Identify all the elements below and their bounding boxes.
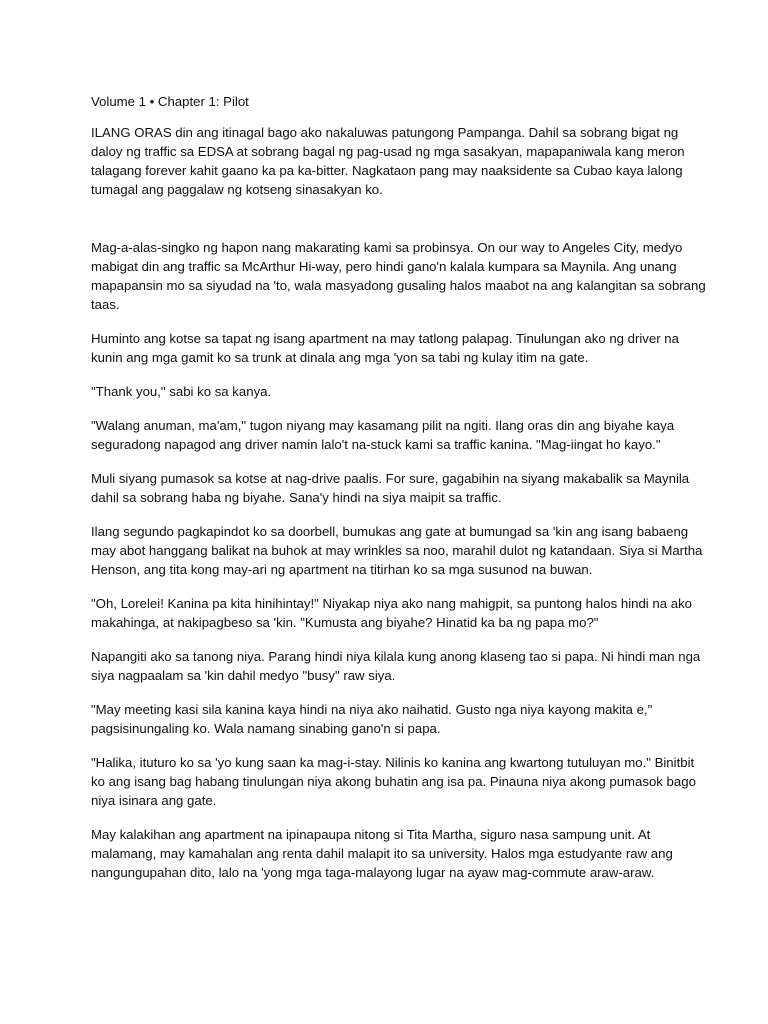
paragraph-6: Muli siyang pumasok sa kotse at nag-drive paalis. For sure, gagabihin na siyang makabalik sa Maynila dahil sa sobrang haba ng biyahe. Sana'y hindi na siya maipit sa traffic. [91, 471, 690, 505]
chapter-heading: Volume 1 • Chapter 1: Pilot [91, 94, 249, 109]
paragraph-9: Napangiti ako sa tanong niya. Parang hindi niya kilala kung anong klaseng tao si papa. Ni hindi man nga siya nagpaalam sa 'kin dahil medyo "busy" raw siya. [91, 649, 701, 683]
paragraph-1: ILANG ORAS din ang itinagal bago ako nakaluwas patungong Pampanga. Dahil sa sobrang bigat ng daloy ng traffic sa EDSA at sobrang bagal ng pag-usad ng mga sasakyan, mapapaniwala kang meron talagang forever kahit gaano ka pa ka-bitter. Nagkataon pang may naaksidente sa Cubao kaya lalong tumagal ang paggalaw ng kotseng sinasakyan ko. [91, 125, 685, 197]
paragraph-11: "Halika, ituturo ko sa 'yo kung saan ka mag-i-stay. Nilinis ko kanina ang kwartong tutuluyan mo." Binitbit ko ang isang bag habang tinulungan niya akong buhatin ang isa pa. Pinauna niya akong pumasok bago niya isinara ang gate. [91, 755, 696, 808]
paragraph-10: "May meeting kasi sila kanina kaya hindi na niya ako naihatid. Gusto nga niya kayong makita e," pagsisinungaling ko. Wala namang sinabing gano'n si papa. [91, 702, 653, 736]
paragraph-8: "Oh, Lorelei! Kanina pa kita hinihintay!" Niyakap niya ako nang mahigpit, sa puntong halos hindi na ako makahinga, at nakipagbeso sa 'kin. "Kumusta ang biyahe? Hinatid ka ba ng papa mo?" [91, 596, 692, 630]
paragraph-4: "Thank you," sabi ko sa kanya. [91, 384, 272, 399]
paragraph-5: "Walang anuman, ma'am," tugon niyang may kasamang pilit na ngiti. Ilang oras din ang biyahe kaya seguradong napagod ang driver namin lalo't na-stuck kami sa traffic kanina. "Mag-iingat ho kayo." [91, 418, 675, 452]
paragraph-2: Mag-a-alas-singko ng hapon nang makarating kami sa probinsya. On our way to Angeles City, medyo mabigat din ang traffic sa McArthur Hi-way, pero hindi gano'n kalala kumpara sa Maynila. Ang unang mapapansin mo sa siyudad na 'to, wala masyadong gusaling halos maabot na ang kalangitan sa sobrang taas. [91, 240, 706, 312]
paragraph-12: May kalakihan ang apartment na ipinapaupa nitong si Tita Martha, siguro nasa sampung unit. At malamang, may kamahalan ang renta dahil malapit ito sa university. Halos mga estudyante raw ang nangungupahan dito, lalo na 'yong mga taga-malayong lugar na ayaw mag-commute araw-araw. [91, 827, 673, 880]
paragraph-7: Ilang segundo pagkapindot ko sa doorbell, bumukas ang gate at bumungad sa 'kin ang isang babaeng may abot hanggang balikat na buhok at may wrinkles sa noo, marahil dulot ng katandaan. Siya si Martha Henson, ang tita kong may-ari ng apartment na titirhan ko sa mga susunod na buwan. [91, 524, 703, 577]
paragraph-3: Huminto ang kotse sa tapat ng isang apartment na may tatlong palapag. Tinulungan ako ng driver na kunin ang mga gamit ko sa trunk at dinala ang mga 'yon sa tabi ng kulay itim na gate. [91, 331, 679, 365]
